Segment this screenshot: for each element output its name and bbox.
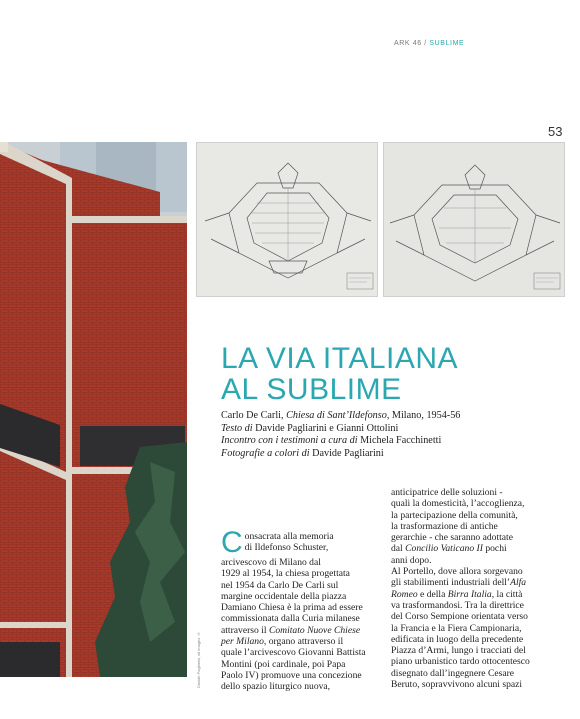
credit-photos-label: Fotografie a colori di	[221, 447, 310, 459]
text-line	[221, 625, 376, 636]
credit-text	[221, 423, 561, 436]
text-span: , organo attraverso il	[263, 636, 344, 648]
text-line: 1929 al 1954, la chiesa progettata	[221, 568, 350, 580]
text-line	[391, 543, 561, 554]
magazine-issue: ARK 46	[394, 40, 422, 47]
credit-photos	[221, 448, 561, 461]
text-line	[391, 589, 561, 600]
photo-credit: Davide Pagliarini, all images ©	[196, 631, 201, 688]
credit-place-date: , Milano, 1954-56	[386, 410, 461, 421]
text-line: Paolo IV) promuove una concezione	[221, 669, 362, 681]
text-line	[391, 577, 561, 588]
header-separator: /	[421, 40, 430, 47]
text-line: Piazza d’Armi, lungo i tracciati del	[391, 645, 526, 657]
title-line-1: LA VIA ITALIANA	[221, 342, 459, 375]
credit-photos-names: Davide Pagliarini	[309, 447, 384, 459]
text-span-italic: Comitato Nuove Chiese	[268, 624, 361, 636]
text-line: la Francia e la Fiera Campionaria,	[391, 622, 522, 634]
text-line: la partecipazione della comunità,	[391, 509, 518, 521]
text-span-italic: Birra Italia	[447, 588, 492, 600]
text-line: margine occidentale della piazza	[221, 590, 347, 602]
drop-cap: C	[221, 526, 243, 559]
credit-interview	[221, 435, 561, 448]
text-span-italic: Concilio Vaticano II	[405, 543, 483, 555]
article-credits	[221, 410, 561, 460]
text-span: gli stabilimenti industriali dell’	[391, 577, 511, 589]
text-line: commissionata dalla Curia milanese	[221, 613, 360, 625]
page-number: 53	[548, 124, 563, 139]
credit-interview-names: Michela Facchinetti	[357, 435, 442, 447]
floor-plan-drawing-right	[383, 142, 565, 297]
text-line: disegnato dall’ingegnere Cesare	[391, 667, 515, 679]
credit-work-title: Chiesa di Sant’Ildefonso	[286, 410, 387, 421]
text-line: nel 1954 da Carlo De Carli sul	[221, 579, 339, 591]
text-line: va trasformandosi. Tra la direttrice	[391, 599, 524, 611]
text-line: di Ildefonso Schuster,	[244, 542, 329, 554]
text-line: dello spazio liturgico nuova,	[221, 681, 331, 693]
text-line: Beruto, sopravvivono alcuni spazi	[391, 679, 523, 691]
text-line	[221, 636, 376, 647]
text-line: gerarchie - che saranno adottate	[391, 532, 513, 544]
credit-text-names: Davide Pagliarini e Gianni Ottolini	[252, 422, 399, 434]
text-line: anni dopo.	[391, 554, 432, 566]
text-span: , la città	[491, 588, 523, 600]
text-line: del Corso Sempione orientata verso	[391, 611, 528, 623]
text-line: la trasformazione di antiche	[391, 520, 498, 532]
text-line: onsacrata alla memoria	[244, 531, 334, 542]
text-line: Montini (poi cardinale, poi Papa	[221, 658, 346, 670]
body-column-1	[221, 526, 376, 693]
running-header	[394, 40, 464, 47]
text-span-italic: Alfa	[510, 577, 527, 589]
text-span: dal	[391, 543, 406, 555]
section-name: SUBLIME	[429, 40, 465, 47]
floor-plan-drawing-left	[196, 142, 378, 297]
text-line: quale l’arcivescovo Giovanni Battista	[221, 647, 366, 659]
text-span: pochi	[482, 543, 507, 555]
text-line: Al Portello, dove allora sorgevano	[391, 566, 523, 578]
text-line: anticipatrice delle soluzioni -	[391, 487, 503, 498]
body-column-2	[391, 487, 561, 690]
text-span: attraverso il	[221, 624, 269, 636]
text-span-italic: Romeo	[391, 588, 418, 600]
credit-text-label: Testo di	[221, 422, 253, 434]
title-line-2: AL SUBLIME	[221, 373, 402, 406]
church-facade-photo	[0, 142, 187, 677]
credit-work	[221, 410, 561, 423]
text-line: quali la domesticità, l’accoglienza,	[391, 498, 525, 510]
text-span-italic: per Milano	[221, 636, 264, 648]
text-line: piano urbanistico tardo ottocentesco	[391, 656, 530, 668]
credit-architect: Carlo De Carli,	[221, 410, 287, 421]
text-line: arcivescovo di Milano dal	[221, 557, 321, 568]
text-line: Damiano Chiesa è la prima ad essere	[221, 602, 363, 614]
text-line: edificata in luogo della precedente	[391, 633, 524, 645]
article-title	[221, 343, 458, 405]
text-span: e della	[417, 588, 448, 600]
credit-interview-label: Incontro con i testimoni a cura di	[221, 435, 358, 447]
